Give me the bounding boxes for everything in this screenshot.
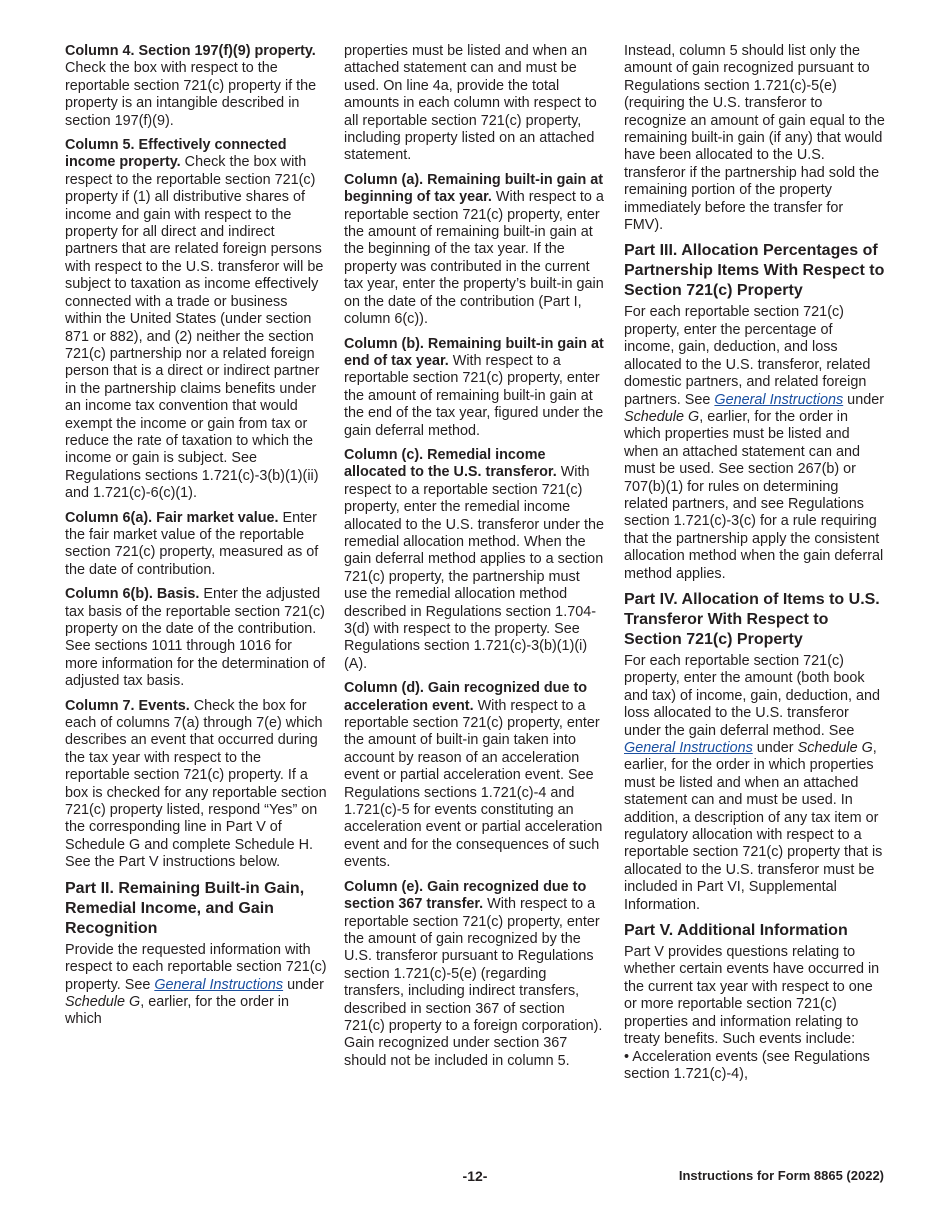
paragraph-lead-heading: Column (d). Gain recognized due to acceleration event. (344, 680, 588, 714)
text-run: Part II. Remaining Built-in Gain, Remedial Income, and Gain Recognition (65, 879, 305, 937)
text-run: Enter the fair market value of the reportable section 721(c) property, measured as of the date of contribution. (65, 509, 319, 578)
text-run: under (843, 391, 884, 408)
text-run: With respect to a reportable section 721(c) property, enter the amount of gain recognized by the U.S. transferor pursuant to Regulations section 1.721(c)-5(e) (regarding transfers, including indirect transfers, described in section 367 of section 721(c) property to a foreign corporation). Gain recognized under section 367 should not be included in column 5. (344, 896, 603, 1069)
paragraph (65, 510, 327, 580)
paragraph (344, 879, 606, 1070)
text-run: With respect to a reportable section 721(c) property, enter the amount of remaining built-in gain at the beginning of the tax year. If the property was contributed in the current tax year, enter the property’s built-in gain on the date of the contribution (Part I, column 6(c)). (344, 189, 604, 328)
text-run: Part III. Allocation Percentages of Partnership Items With Respect to Section 721(c) Property (624, 242, 885, 300)
paragraph-lead-heading: Column 6(a). Fair market value. (65, 509, 279, 526)
text-run: With respect to a reportable section 721(c) property, enter the remedial income allocated to the U.S. transferor under the remedial allocation method. When the gain deferral method applies to a section 721(c) property, the partnership must use the remedial allocation method described in Regulations section 1.704-3(d) with respect to the property. See Regulations section 1.721(c)-3(b)(1)(i)(A). (344, 464, 604, 672)
column-left (65, 43, 327, 1036)
bullet-item: • Acceleration events (see Regulations section 1.721(c)-4), (624, 1048, 870, 1082)
section-heading (624, 921, 886, 941)
text-run: Part IV. Allocation of Items to U.S. Transferor With Respect to Section 721(c) Property (624, 590, 880, 648)
text-run: Part V. Additional Information (624, 922, 848, 940)
paragraph-lead-heading: Column (b). Remaining built-in gain at end of tax year. (344, 335, 604, 369)
text-run: Part V provides questions relating to whether certain events have occurred in the current tax year with respect to one or more reportable section 721(c) properties and information relating to treaty benefits. Such events include: (624, 944, 880, 1048)
paragraph (344, 172, 606, 329)
paragraph (344, 447, 606, 673)
italic-reference: Schedule G (797, 740, 873, 756)
section-heading (624, 590, 886, 650)
paragraph (65, 137, 327, 503)
page-number: -12- (462, 1168, 488, 1184)
text-run: For each reportable section 721(c) property, enter the percentage of income, gain, deduction, and loss allocated to the U.S. transferor, related domestic partners, and related foreign partners. See (624, 304, 871, 408)
text-run: Check the box with respect to the reportable section 721(c) property if the property is an intangible described in section 197(f)(9). (65, 60, 317, 129)
paragraph (344, 336, 606, 440)
general-instructions-link[interactable]: General Instructions (154, 976, 284, 993)
column-right (624, 43, 886, 1090)
section-heading (624, 241, 886, 301)
paragraph-lead-heading: Column 5. Effectively connected income property. (65, 137, 287, 171)
paragraph (624, 653, 886, 914)
text-run: Check the box with respect to the reportable section 721(c) property if (1) all distributive shares of income and gain with respect to the property for all direct and indirect partners that are related foreign persons with respect to the U.S. transferor will be subject to taxation as income effectively connected with a trade or business within the United States (under section 871 or 882), and (2) neither the section 721(c) partnership nor a related foreign person that is a direct or indirect partner in the partnership claims benefits under an income tax convention that would exempt the income or gain from tax or reduce the rate of taxation to which the income or gain is subject. See Regulations sections 1.721(c)-3(b)(1)(ii) and 1.721(c)-6(c)(1). (65, 154, 324, 502)
paragraph (65, 586, 327, 690)
paragraph (65, 698, 327, 872)
column-middle (344, 43, 606, 1077)
paragraph (65, 942, 327, 1029)
text-run: , earlier, for the order in which properties must be listed and when an attached statement can and must be used. See section 267(b) or 707(b)(1) for rules on determining related partners, and see Regulations section 1.721(c)-3(c) for a rule requiring that the partnership apply the consistent allocation method when the gain deferral method applies. (624, 408, 884, 582)
text-run: properties must be listed and when an attached statement can and must be used. On line 4a, provide the total amounts in each column with respect to all reportable section 721(c) property, including property listed on an attached statement. (344, 43, 597, 164)
text-run: under (283, 976, 324, 993)
italic-reference: Schedule G (624, 408, 700, 425)
text-run: , earlier, for the order in which properties must be listed and when an attached statement can and must be used. In addition, a description of any tax item or regulatory allocation with respect to a reportable section 721(c) property that is allocated to the U.S. transferor must be included in Part VI, Supplemental Information. (624, 740, 883, 913)
general-instructions-link[interactable]: General Instructions (624, 740, 753, 756)
paragraph-lead-heading: Column 6(b). Basis. (65, 586, 200, 603)
text-run: , earlier, for the order in which (65, 993, 289, 1028)
text-run: With respect to a reportable section 721(c) property, enter the amount of remaining built-in gain at the end of the tax year, figured under the gain deferral method. (344, 352, 604, 439)
general-instructions-link[interactable]: General Instructions (714, 391, 844, 408)
text-run: Provide the requested information with respect to each reportable section 721(c) property. See (65, 941, 327, 993)
italic-reference: Schedule G (65, 993, 141, 1010)
text-run: With respect to a reportable section 721(c) property, enter the amount of built-in gain taken into account by reason of an acceleration event or partial acceleration event. See Regulations sections 1.721(c)-4 and 1.721(c)-5 for events constituting an acceleration event or partial acceleration event and for the consequences of such events. (344, 697, 603, 871)
text-run: Instead, column 5 should list only the amount of gain recognized pursuant to Regulations section 1.721(c)-5(e) (requiring the U.S. transferor to recognize an amount of gain equal to the remaining built-in gain (if any) that would have been allocated to the U.S. transferor if the partnership had sold the remaining portion of the property immediately before the transfer for FMV). (624, 43, 885, 234)
paragraph (624, 304, 886, 583)
paragraph-lead-heading: Column (e). Gain recognized due to section 367 transfer. (344, 878, 587, 913)
section-heading (65, 879, 327, 939)
paragraph (344, 43, 606, 165)
paragraph (65, 43, 327, 130)
paragraph (624, 944, 886, 1083)
paragraph-lead-heading: Column (a). Remaining built-in gain at beginning of tax year. (344, 171, 604, 206)
text-run: Check the box for each of columns 7(a) through 7(e) which describes an event that occurred during the tax year with respect to the reportable section 721(c) property. If a box is checked for any reportable section 721(c) property listed, respond “Yes” on the corresponding line in Part V of Schedule G and complete Schedule H. See the Part V instructions below. (65, 697, 327, 871)
paragraph-lead-heading: Column 7. Events. (65, 697, 190, 714)
paragraph (624, 43, 886, 234)
footer-title: Instructions for Form 8865 (2022) (678, 1168, 884, 1183)
paragraph-lead-heading: Column (c). Remedial income allocated to the U.S. transferor. (344, 446, 557, 481)
paragraph (344, 680, 606, 871)
text-run: For each reportable section 721(c) property, enter the amount (both book and tax) of income, gain, deduction, and loss allocated to the U.S. transferor under the gain deferral method. See (624, 652, 881, 739)
text-run: Enter the adjusted tax basis of the reportable section 721(c) property on the date of the contribution. See sections 1011 through 1016 for more information for the determination of adjusted tax basis. (65, 586, 325, 690)
paragraph-lead-heading: Column 4. Section 197(f)(9) property. (65, 43, 316, 59)
text-run: under (752, 740, 798, 756)
